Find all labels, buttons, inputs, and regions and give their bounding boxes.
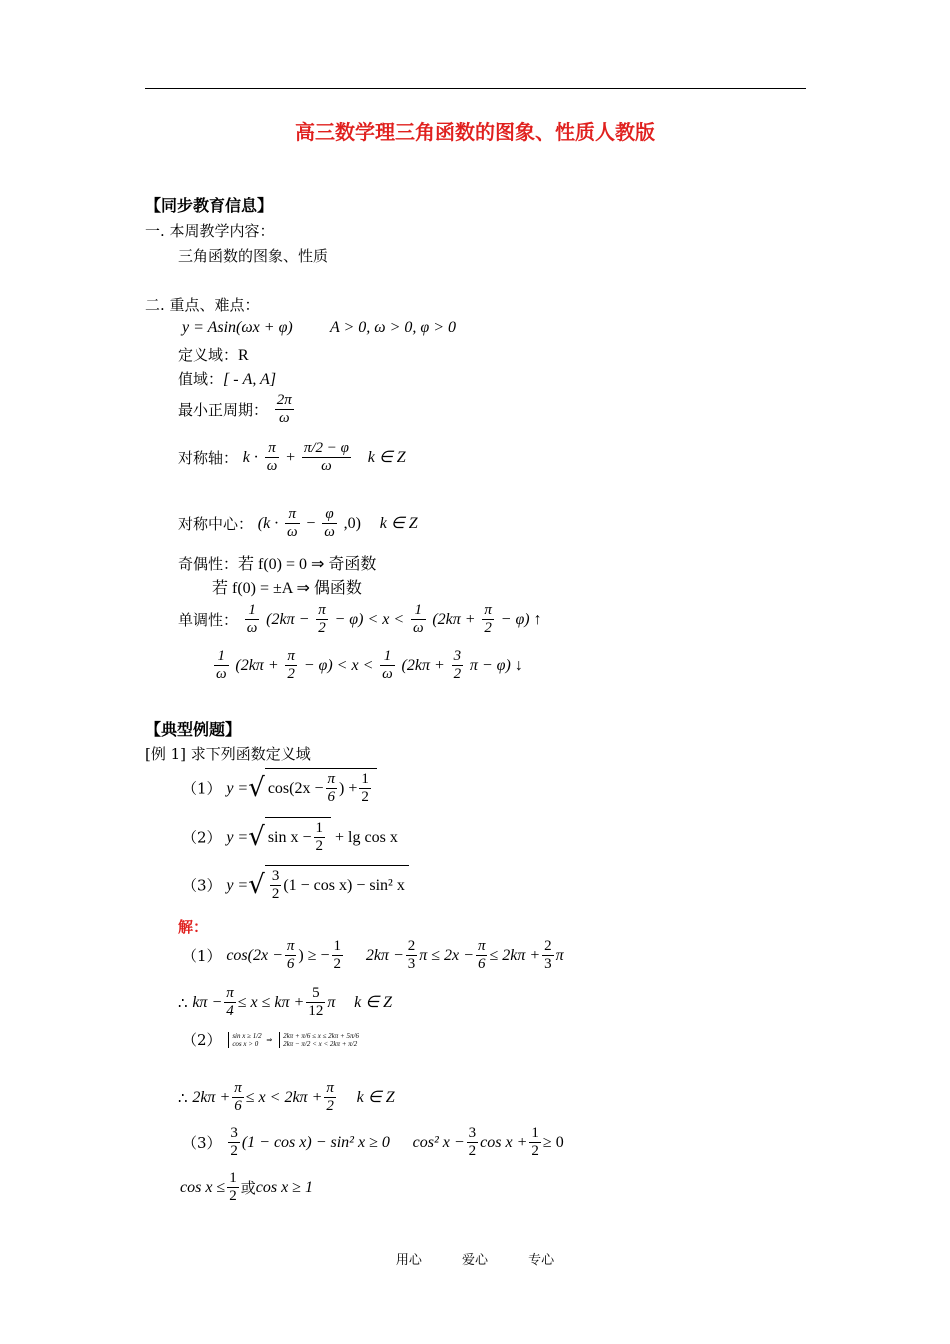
center-kz: k ∈ Z (379, 515, 418, 533)
parity-row-1 (178, 555, 376, 574)
formula-main: y = Asin(ωx + φ) (182, 319, 293, 336)
period-fraction: $\frac{2\pi}{\omega}$ (276, 392, 292, 427)
question-1: （1） y =√ cos(2x − $\frac{\pi}{6}$ ) + $\frac{1}{2}$ (182, 768, 377, 807)
parity-row-2 (212, 579, 362, 598)
range-row (178, 370, 276, 389)
solution-3-result: cos x ≤ $\frac{1}{2}$ 或cos x ≥ 1 (180, 1170, 313, 1205)
top-rule (145, 88, 806, 89)
section-heading-examples: 【典型例题】 (145, 720, 242, 739)
question-3: （3） y =√ $\frac{3}{2}$ (1 − cos x) − sin² x (182, 865, 409, 904)
parity-odd: 若 f(0) = 0 ⇒ 奇函数 (238, 556, 377, 573)
example-1-title: [例 1] 求下列函数定义域 (145, 745, 311, 763)
page-title: 高三数学理三角函数的图象、性质人教版 (295, 120, 655, 144)
range-value: [ - A, A] (223, 371, 277, 388)
domain-value: R (238, 347, 249, 364)
center-label: 对称中心： (178, 514, 254, 533)
item-key-points: 二. 重点、难点： (145, 296, 260, 314)
teaching-content-text: 三角函数的图象、性质 (178, 247, 329, 265)
solution-2: （2） sin x ≥ 1/2 cos x > 0 ⇒ 2kπ + π/6 ≤ x ≤ 2kπ + 5π/6 2kπ − π/2 < x < 2kπ + π/2 (182, 1031, 359, 1049)
axis-row: 对称轴： k · $\frac{\pi}{\omega}$ + $\frac{\pi/2 - \varphi}{\omega}$ k ∈ Z (178, 440, 406, 475)
page-footer: 用心 爱心 专心 (395, 1253, 555, 1268)
axis-label: 对称轴： (178, 448, 239, 467)
axis-kz: k ∈ Z (367, 449, 406, 467)
solution-1: （1） cos(2x − $\frac{\pi}{6}$ ) ≥ − $\frac{1}{2}$ 2kπ − $\frac{2}{3}$ π ≤ 2x − $\frac{\pi}{6}$ ≤ 2kπ + $\frac{2}{3}$ π (182, 938, 564, 973)
period-row (178, 392, 296, 428)
question-2: （2） y =√ sin x − $\frac{1}{2}$ + lg cos x (182, 817, 398, 856)
range-label: 值域： (178, 370, 224, 388)
mono-row-2: $\frac{1}{\omega}$ (2kπ + $\frac{\pi}{2}$ − φ) < x < $\frac{1}{\omega}$ (2kπ + $\frac{3}{2}$ π − φ) ↓ (216, 648, 523, 683)
parity-even: 若 f(0) = ±A ⇒ 偶函数 (212, 580, 362, 597)
domain-row (178, 346, 249, 365)
parity-label: 奇偶性： (178, 555, 239, 573)
period-label: 最小正周期： (178, 400, 269, 419)
domain-label: 定义域： (178, 346, 239, 364)
solution-label: 解： (178, 918, 209, 936)
item-teaching-content: 一. 本周教学内容： (145, 222, 275, 240)
center-row: 对称中心： (k · $\frac{\pi}{\omega}$ − $\frac{\varphi}{\omega}$ ,0) k ∈ Z (178, 506, 418, 541)
formula-conditions: A > 0, ω > 0, φ > 0 (330, 319, 457, 336)
solution-1-result: ∴ kπ − $\frac{\pi}{4}$ ≤ x ≤ kπ + $\frac{5}{12}$ π k ∈ Z (178, 985, 393, 1020)
section-heading-sync: 【同步教育信息】 (145, 196, 274, 215)
mono-row-1: 单调性： $\frac{1}{\omega}$ (2kπ − $\frac{\pi}{2}$ − φ) < x < $\frac{1}{\omega}$ (2kπ + $\frac{\pi}{2}$ − φ) ↑ (178, 602, 542, 637)
solution-3: （3） $\frac{3}{2}$ (1 − cos x) − sin² x ≥ 0 cos² x − $\frac{3}{2}$ cos x + $\frac{1}{2}$ ≥ 0 (182, 1125, 564, 1160)
mono-label: 单调性： (178, 610, 239, 629)
solution-2-result: ∴ 2kπ + $\frac{\pi}{6}$ ≤ x < 2kπ + $\frac{\pi}{2}$ k ∈ Z (178, 1080, 395, 1115)
